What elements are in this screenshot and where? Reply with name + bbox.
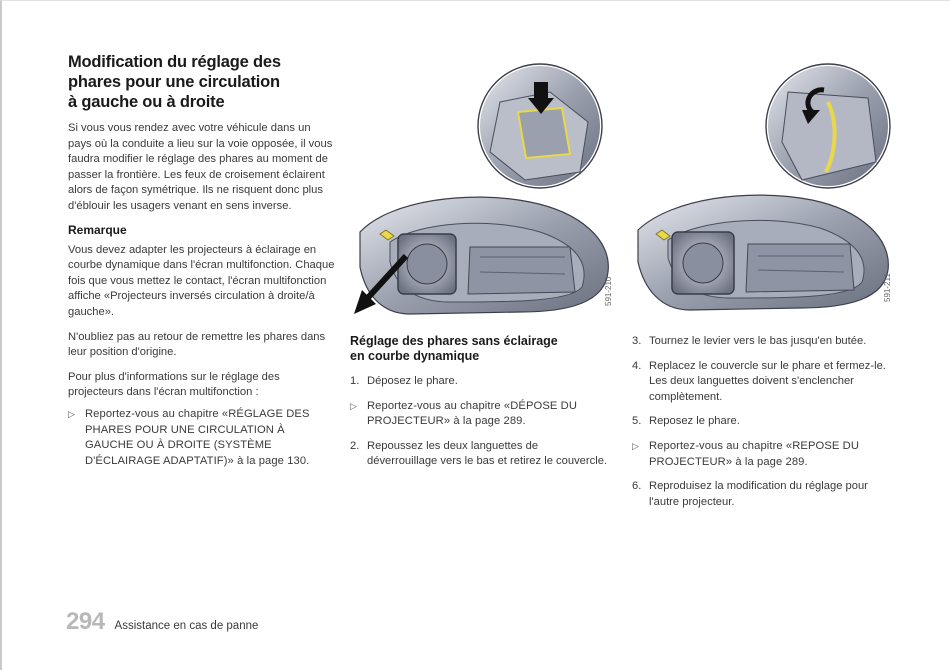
right-column [632,334,894,519]
step-reference-item [350,399,610,430]
triangle-bullet-icon: ▷ [350,400,357,411]
left-reference-text: Reportez-vous au chapitre «RÉGLAGE DES PHARES POUR UNE CIRCULATION À GAUCHE OU À DROITE (SYSTÈME D'ÉCLAIRAGE ADAPTATIF)» à la page 130. [85,407,310,467]
step-reference-text: Reportez-vous au chapitre «REPOSE DU PROJECTEUR» à la page 289. [649,439,860,468]
middle-column [350,334,610,479]
triangle-bullet-icon: ▷ [68,408,75,419]
step-reference-item [632,439,894,470]
section-title-line-1: Réglage des phares sans éclairage [350,334,558,348]
headlight-illustration-left [350,62,615,324]
reminder-paragraph: N'oubliez pas au retour de remettre les phares dans leur position d'origine. [68,330,326,359]
step-text: Déposez le phare. [367,375,458,387]
title-line-1: Modification du réglage des [68,53,281,71]
figure-headlight-cover-tabs [350,62,615,324]
figure-headlight-lever [632,62,894,320]
step-item [632,414,894,430]
step-text: Reproduisez la modification du réglage pour l'autre projecteur. [649,480,868,508]
step-text: Replacez le couvercle sur le phare et fermez-le. [649,359,886,372]
step-number: 6. [632,480,642,493]
figure-code-left: 591-210 [604,276,613,306]
step-text-block [649,359,894,406]
step-number: 4. [632,359,642,372]
page-title [68,52,336,112]
section-title-line-2: en courbe dynamique [350,349,480,363]
step-item [350,439,610,470]
left-reference-item [68,407,336,469]
step-number: 2. [350,439,360,452]
info-paragraph: Pour plus d'informations sur le réglage des projecteurs dans l'écran multifonction : [68,370,280,399]
headlight-illustration-right [632,62,894,320]
step-item [632,359,894,406]
step-text: Tournez le levier vers le bas jusqu'en butée. [649,335,867,347]
page-footer [66,608,258,636]
intro-paragraph: Si vous vous rendez avec votre véhicule dans un pays où la conduite a lieu sur la voie opposée, il vous faudra modifier le réglage des phares au moment de passer la frontière. Les feux de croisement éclairent alors de façon symétrique. Ils ne risquent donc plus d'éblouir les usagers venant en sens inverse. [68,122,333,212]
figure-code-right: 591-211 [883,273,892,302]
remarque-heading: Remarque [68,222,127,237]
step-number: 1. [350,375,360,387]
step-item [350,374,610,390]
footer-section-label: Assistance en cas de panne [114,620,259,632]
left-column [68,52,336,478]
step-text: Reposez le phare. [649,415,740,428]
remarque-paragraph: Vous devez adapter les projecteurs à éclairage en courbe dynamique dans l'écran multifonction. Chaque fois que vous mettez le contact, l'écran multifonction affiche «Projecteurs inversés circulation à droite/à gauche». [68,243,335,318]
step-number: 3. [632,335,642,347]
section-title [350,334,610,364]
triangle-bullet-icon: ▷ [632,440,639,451]
step-text: Repoussez les deux languettes de déverrouillage vers le bas et retirez le couvercle. [367,439,608,468]
title-line-3: à gauche ou à droite [68,93,225,111]
step-item [632,479,894,510]
step-note: Les deux languettes doivent s'enclencher complètement. [649,375,854,403]
step-reference-text: Reportez-vous au chapitre «DÉPOSE DU PROJECTEUR» à la page 289. [367,399,578,428]
page-number: 294 [66,608,105,635]
step-number: 5. [632,415,642,428]
title-line-2: phares pour une circulation [68,73,280,91]
step-item [632,334,894,350]
